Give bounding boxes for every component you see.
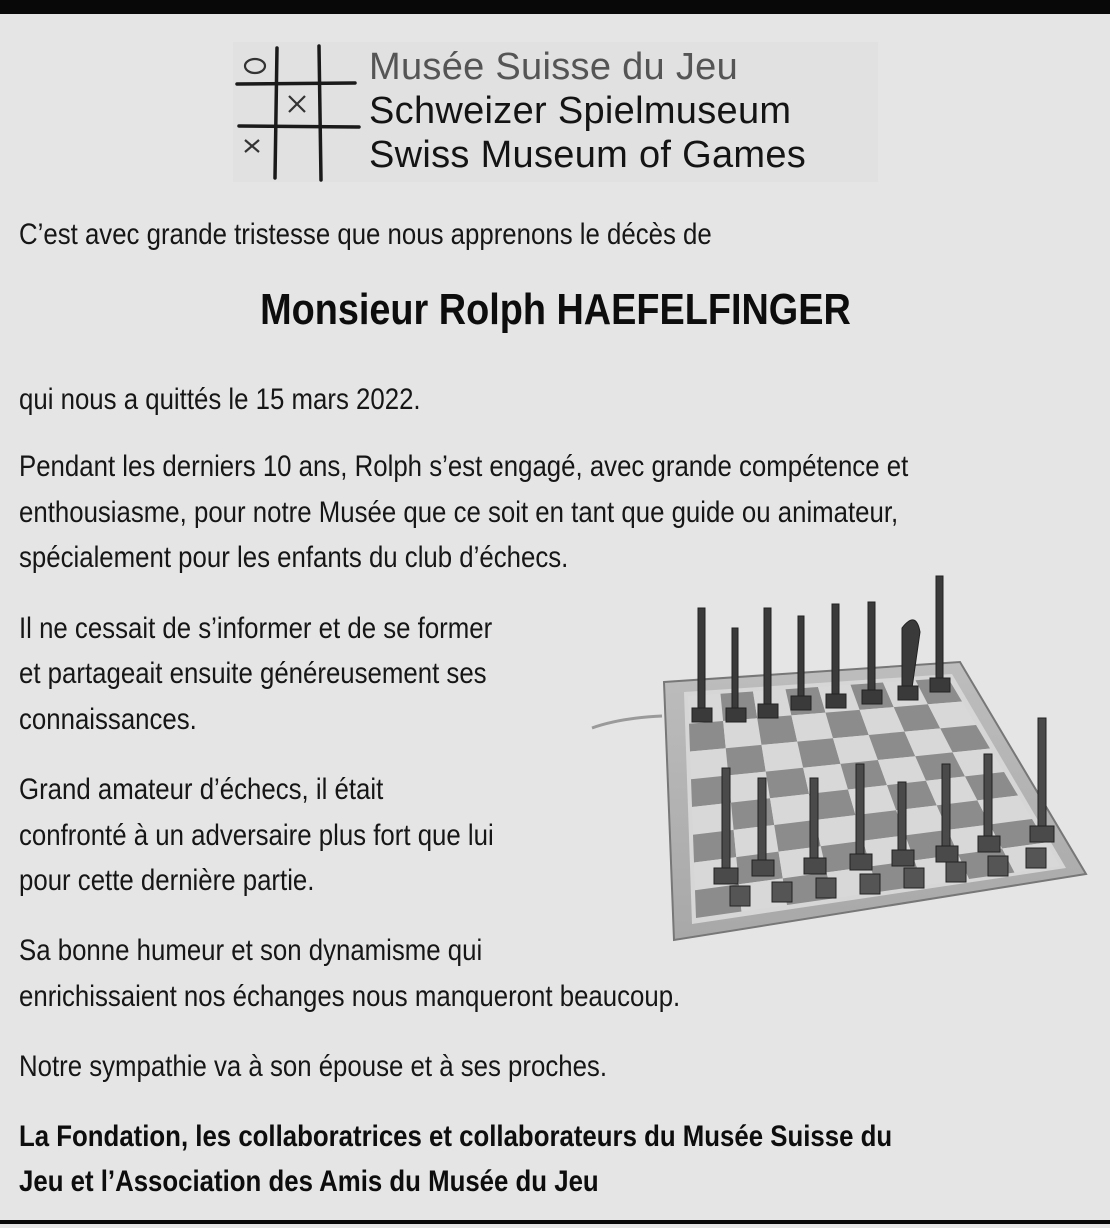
- deceased-name-text: Monsieur Rolph HAEFELFINGER: [259, 285, 851, 334]
- intro-text: C’est avec grande tristesse que nous apprenons le décès de: [19, 218, 712, 251]
- board-square: [770, 794, 815, 825]
- top-border: [0, 0, 1110, 14]
- chess-set-photo: [580, 568, 1110, 948]
- paragraph-line: Grand amateur d’échecs, il était: [19, 773, 384, 806]
- sympathy-text: Notre sympathie va à son épouse et à ses proches.: [19, 1050, 607, 1083]
- paragraph-line: confronté à un adversaire plus fort que lui: [19, 819, 494, 852]
- board-square: [757, 715, 797, 744]
- date-line: qui nous a quittés le 15 mars 2022.: [19, 383, 421, 416]
- paragraph-line: Pendant les derniers 10 ans, Rolph s’est engagé, avec grande compétence et: [19, 450, 909, 483]
- board-square: [731, 798, 774, 830]
- board-square: [726, 745, 766, 776]
- signature-line: Jeu et l’Association des Amis du Musée du Jeu: [19, 1165, 599, 1198]
- paragraph-line: et partageait ensuite généreusement ses: [19, 657, 487, 690]
- paragraph-line: connaissances.: [19, 703, 197, 736]
- paragraph-line: Il ne cessait de s’informer et de se former: [19, 612, 493, 645]
- board-square: [762, 742, 804, 772]
- board-square: [723, 718, 761, 748]
- paragraph-line: enthousiasme, pour notre Musée que ce soit en tant que guide ou animateur,: [19, 496, 899, 529]
- board-square: [797, 738, 840, 767]
- logo-name-french: Musée Suisse du Jeu: [369, 46, 739, 88]
- tic-tac-toe-icon: [233, 42, 363, 182]
- museum-logo: [233, 42, 878, 182]
- deceased-name: [0, 282, 1110, 338]
- board-square: [734, 825, 779, 857]
- board-square: [766, 768, 809, 799]
- logo-name-german: Schweizer Spielmuseum: [369, 90, 792, 132]
- paragraph-line: pour cette dernière partie.: [19, 864, 315, 897]
- logo-name-english: Swiss Museum of Games: [369, 134, 807, 176]
- signature-line: La Fondation, les collaboratrices et collaborateurs du Musée Suisse du: [19, 1120, 893, 1153]
- paragraph-line: enrichissaient nos échanges nous manqueront beaucoup.: [19, 980, 681, 1013]
- bottom-border: [0, 1220, 1110, 1224]
- paragraph-line: spécialement pour les enfants du club d’échecs.: [19, 541, 569, 574]
- board-square: [689, 721, 726, 752]
- paragraph-line: Sa bonne humeur et son dynamisme qui: [19, 934, 483, 967]
- board-square: [791, 713, 833, 742]
